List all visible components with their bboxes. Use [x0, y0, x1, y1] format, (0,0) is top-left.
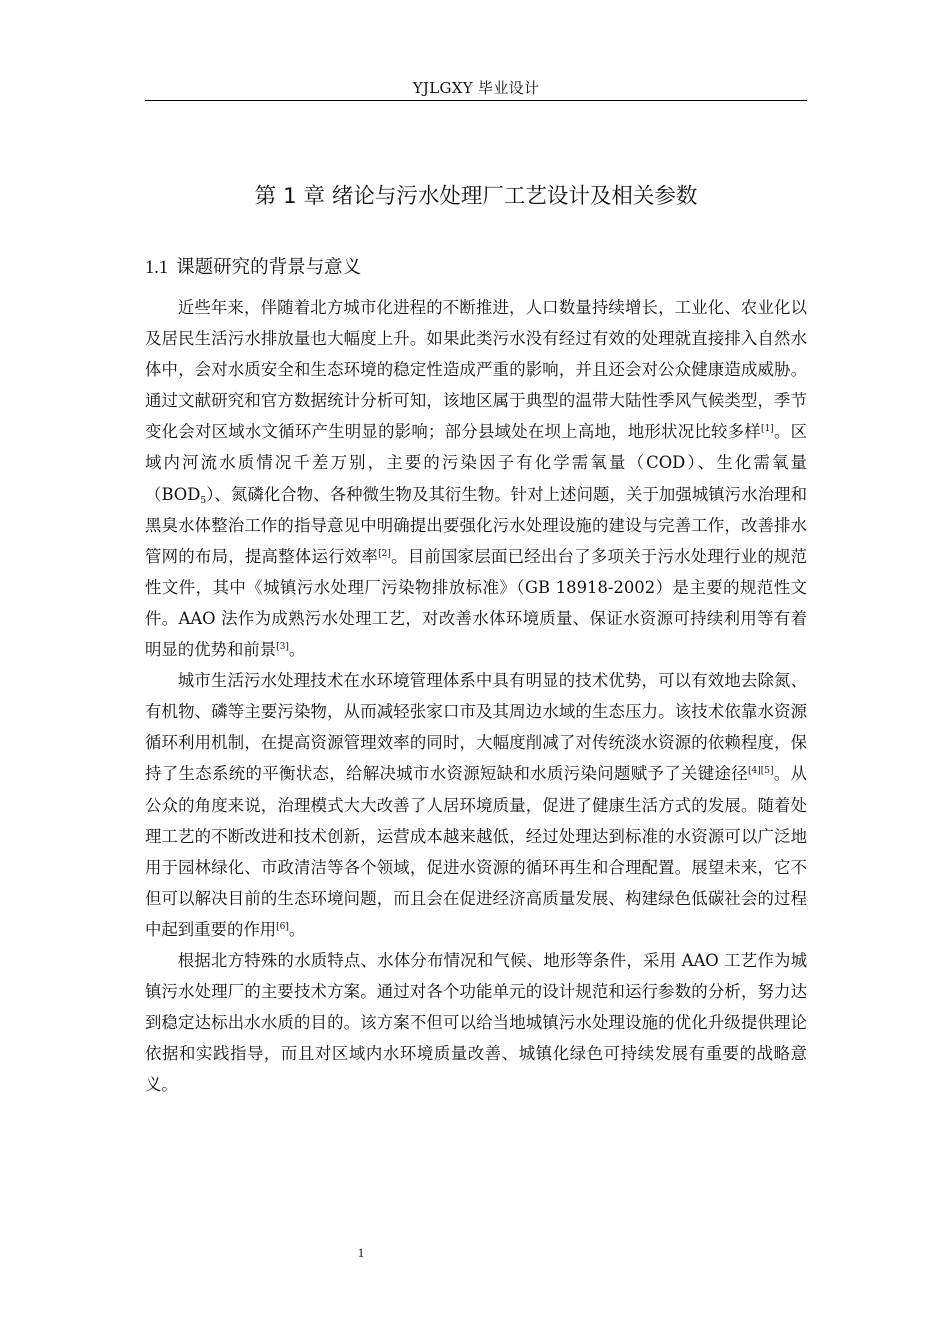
- paragraph-text: 。区域内河流水质情况千差万别，主要的污染因子有化学需氧量（COD）、生化需氧量（BOD: [145, 422, 807, 504]
- body-text: [145, 292, 807, 1100]
- paragraph-text: 近些年来，伴随着北方城市化进程的不断推进，人口数量持续增长，工业化、农业化以及居民生活污水排放量也大幅度上升。如果此类污水没有经过有效的处理就直接排入自然水体中，会对水质安全和生态环境的稳定性造成严重的影响，并且还会对公众健康造成威胁。通过文献研究和官方数据统计分析可知，该地区属于典型的温带大陆性季风气候类型，季节变化会对区域水文循环产生明显的影响；部分县域处在坝上高地，地形状况比较多样: [145, 298, 807, 442]
- citation: [4][5]: [748, 766, 774, 777]
- paragraph-text: 城市生活污水处理技术在水环境管理体系中具有明显的技术优势，可以有效地去除氮、有机物、磷等主要污染物，从而减轻张家口市及其周边水域的生态压力。该技术依靠水资源循环利用机制，在提高资源管理效率的同时，大幅度削减了对传统淡水资源的依赖程度，保持了生态系统的平衡状态，给解决城市水资源短缺和水质污染问题赋予了关键途径: [145, 671, 807, 784]
- citation: [1]: [760, 424, 774, 435]
- chapter-title: 第 1 章 绪论与污水处理厂工艺设计及相关参数: [254, 184, 698, 209]
- page-header: YJLGXY 毕业设计: [412, 79, 540, 97]
- paragraph-text: ）、氮磷化合物、各种微生物及其衍生物。针对上述问题，关于加强城镇污水治理和黑臭水体整治工作的指导意见中明确提出要强化污水处理设施的建设与完善工作，改善排水管网的布局，提高整体运行效率: [145, 484, 807, 566]
- citation: [3]: [276, 642, 289, 653]
- paragraph-text: 。从公众的角度来说，治理模式大大改善了人居环境质量，促进了健康生活方式的发展。随着处理工艺的不断改进和技术创新，运营成本越来越低，经过处理达到标准的水资源可以广泛地用于园林绿化、市政清洁等各个领域，促进水资源的循环再生和合理配置。展望未来，它不但可以解决目前的生态环境问题，而且会在促进经济高质量发展、构建绿色低碳社会的过程中起到重要的作用: [145, 764, 807, 939]
- subscript: 5: [200, 495, 207, 506]
- paragraph: [145, 945, 807, 1100]
- page-number: 1: [357, 1245, 365, 1260]
- section-title: 课题研究的背景与意义: [176, 257, 362, 278]
- paragraph: [145, 665, 807, 945]
- paragraph-text: 。: [288, 640, 306, 660]
- section-heading: [145, 253, 361, 279]
- citation: [6]: [276, 921, 289, 932]
- paragraph-text: 。目前国家层面已经出台了多项关于污水处理行业的规范性文件，其中《城镇污水处理厂污染物排放标准》（GB 18918-2002）是主要的规范性文件。AAO 法作为成熟污水处理工艺，对改善水体环境质量、保证水资源可持续利用等有着明显的优势和前景: [145, 546, 808, 660]
- section-number: 1.1: [145, 258, 169, 278]
- header-rule: [145, 100, 807, 101]
- paragraph-text: 。: [288, 919, 306, 939]
- paragraph: [145, 292, 807, 665]
- paragraph-text: 根据北方特殊的水质特点、水体分布情况和气候、地形等条件，采用 AAO 工艺作为城镇污水处理厂的主要技术方案。通过对各个功能单元的设计规范和运行参数的分析，努力达到稳定达标出水水质的目的。该方案不但可以给当地城镇污水处理设施的优化升级提供理论依据和实践指导，而且对区域内水环境质量改善、城镇化绿色可持续发展有重要的战略意义。: [145, 950, 807, 1095]
- citation: [2]: [378, 548, 391, 559]
